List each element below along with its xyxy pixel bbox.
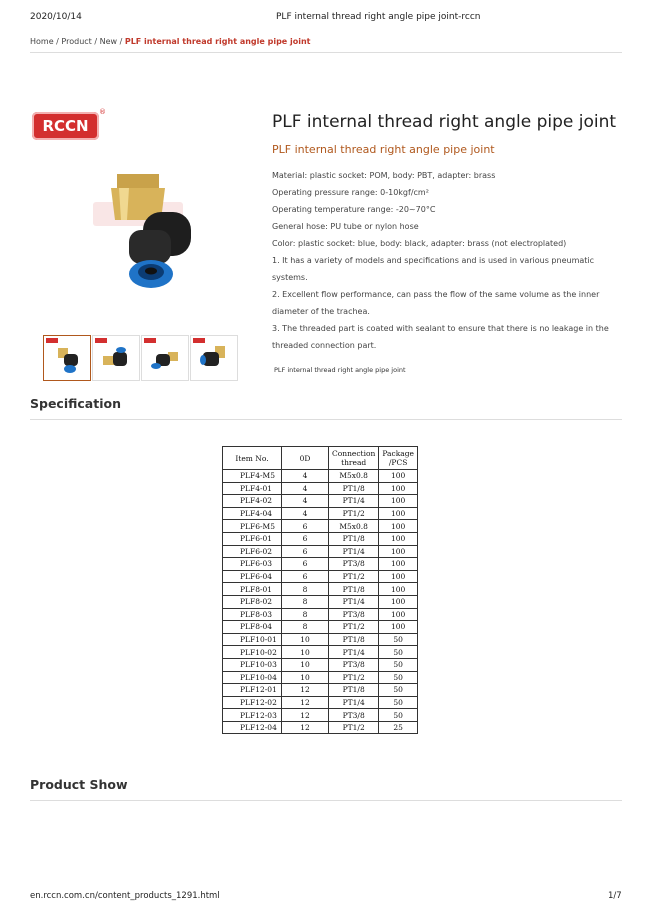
table-cell: PT1/2 — [329, 507, 379, 520]
table-cell: 100 — [379, 495, 418, 508]
table-row — [223, 532, 418, 545]
page-number: 1/7 — [608, 891, 622, 901]
table-row — [223, 709, 418, 722]
table-cell: PLF6-02 — [223, 545, 282, 558]
table-row — [223, 482, 418, 495]
breadcrumb-current: PLF internal thread right angle pipe joint — [124, 37, 311, 46]
table-cell: 6 — [282, 520, 329, 533]
table-row — [223, 520, 418, 533]
thumbnail-4[interactable] — [190, 335, 238, 381]
table-cell: 100 — [379, 482, 418, 495]
product-image — [85, 168, 205, 298]
print-date: 2020/10/14 — [30, 12, 82, 22]
breadcrumb-home[interactable]: Home — [30, 37, 54, 46]
table-cell: M5x0.8 — [329, 470, 379, 483]
thumbnail-1[interactable] — [43, 335, 91, 381]
table-cell: PT1/2 — [329, 721, 379, 734]
table-row — [223, 470, 418, 483]
thumb-logo — [95, 338, 107, 343]
table-row — [223, 658, 418, 671]
desc-line: Material: plastic socket: POM, body: PBT, adapter: brass — [272, 171, 496, 180]
table-cell: 100 — [379, 621, 418, 634]
table-cell: 25 — [379, 721, 418, 734]
table-cell: PLF6-M5 — [223, 520, 282, 533]
thumb-logo — [193, 338, 205, 343]
table-cell: PT1/4 — [329, 495, 379, 508]
section-title-specification: Specification — [30, 396, 121, 411]
breadcrumb-sep: / — [119, 37, 123, 46]
table-cell: PT1/8 — [329, 583, 379, 596]
table-cell: 6 — [282, 570, 329, 583]
col-header: Package /PCS — [379, 447, 418, 470]
table-cell: 4 — [282, 482, 329, 495]
table-row — [223, 583, 418, 596]
table-cell: 50 — [379, 684, 418, 697]
breadcrumb-new[interactable]: New — [99, 37, 118, 46]
table-cell: PLF10-01 — [223, 633, 282, 646]
table-cell: M5x0.8 — [329, 520, 379, 533]
table-cell: PLF6-01 — [223, 532, 282, 545]
breadcrumb-sep: / — [56, 37, 59, 46]
table-cell: 100 — [379, 545, 418, 558]
table-cell: PLF4-M5 — [223, 470, 282, 483]
col-header: 0D — [282, 447, 329, 470]
table-cell: 100 — [379, 608, 418, 621]
table-cell: PLF8-02 — [223, 595, 282, 608]
table-cell: PT1/8 — [329, 684, 379, 697]
thumbnail-2[interactable] — [92, 335, 140, 381]
col-header: Connection thread — [329, 447, 379, 470]
table-cell: 8 — [282, 583, 329, 596]
table-cell: PLF10-02 — [223, 646, 282, 659]
table-cell: PT1/8 — [329, 633, 379, 646]
table-cell: 100 — [379, 470, 418, 483]
table-cell: 50 — [379, 671, 418, 684]
table-row — [223, 558, 418, 571]
footer-url: en.rccn.com.cn/content_products_1291.html — [30, 891, 220, 901]
table-cell: PT1/2 — [329, 570, 379, 583]
table-cell: PLF4-04 — [223, 507, 282, 520]
table-cell: PT3/8 — [329, 709, 379, 722]
table-cell: PLF6-03 — [223, 558, 282, 571]
breadcrumb-sep: / — [94, 37, 98, 46]
table-cell: 50 — [379, 646, 418, 659]
desc-line: General hose: PU tube or nylon hose — [272, 222, 419, 231]
table-row — [223, 595, 418, 608]
thumb-logo — [46, 338, 58, 343]
thumbnail-3[interactable] — [141, 335, 189, 381]
thumb-logo — [144, 338, 156, 343]
table-cell: PT3/8 — [329, 608, 379, 621]
table-cell: 8 — [282, 608, 329, 621]
table-cell: PLF4-01 — [223, 482, 282, 495]
product-title: PLF internal thread right angle pipe joint — [272, 112, 617, 132]
desc-line: Color: plastic socket: blue, body: black, adapter: brass (not electroplated) — [272, 239, 567, 248]
table-cell: 100 — [379, 583, 418, 596]
breadcrumb-product[interactable]: Product — [61, 37, 92, 46]
table-row — [223, 671, 418, 684]
table-cell: 50 — [379, 633, 418, 646]
table-cell: 100 — [379, 595, 418, 608]
table-cell: 12 — [282, 721, 329, 734]
table-row — [223, 633, 418, 646]
table-cell: PT1/8 — [329, 482, 379, 495]
table-cell: 8 — [282, 621, 329, 634]
table-cell: 10 — [282, 671, 329, 684]
table-cell: PLF8-04 — [223, 621, 282, 634]
table-cell: PT3/8 — [329, 558, 379, 571]
desc-line: Operating temperature range: -20~70°C — [272, 205, 436, 214]
table-cell: PLF6-04 — [223, 570, 282, 583]
table-row — [223, 507, 418, 520]
table-cell: PLF10-04 — [223, 671, 282, 684]
table-cell: 4 — [282, 495, 329, 508]
table-cell: PT1/8 — [329, 532, 379, 545]
table-cell: PT1/2 — [329, 621, 379, 634]
table-cell: PT1/4 — [329, 696, 379, 709]
divider — [30, 52, 622, 53]
table-cell: 100 — [379, 507, 418, 520]
col-header: Item No. — [223, 447, 282, 470]
table-cell: PLF4-02 — [223, 495, 282, 508]
table-cell: 12 — [282, 696, 329, 709]
table-cell: 12 — [282, 709, 329, 722]
section-title-product-show: Product Show — [30, 777, 128, 792]
table-cell: PLF12-04 — [223, 721, 282, 734]
product-subtitle: PLF internal thread right angle pipe joint — [272, 143, 495, 156]
table-cell: PT1/4 — [329, 595, 379, 608]
table-cell: PT1/4 — [329, 646, 379, 659]
table-cell: 10 — [282, 658, 329, 671]
table-row — [223, 545, 418, 558]
desc-line: 2. Excellent flow performance, can pass the flow of the same volume as the inner diameter of the trachea. — [272, 290, 600, 316]
table-cell: 50 — [379, 709, 418, 722]
product-description — [272, 167, 622, 354]
table-cell: 6 — [282, 545, 329, 558]
table-cell: PLF8-01 — [223, 583, 282, 596]
table-cell: 4 — [282, 470, 329, 483]
table-row — [223, 608, 418, 621]
table-cell: 6 — [282, 558, 329, 571]
table-cell: 12 — [282, 684, 329, 697]
breadcrumb — [30, 37, 311, 46]
table-cell: 100 — [379, 532, 418, 545]
print-title: PLF internal thread right angle pipe joint-rccn — [276, 12, 481, 22]
table-row — [223, 570, 418, 583]
divider — [30, 800, 622, 801]
table-cell: PLF12-01 — [223, 684, 282, 697]
table-cell: PLF8-03 — [223, 608, 282, 621]
table-row — [223, 684, 418, 697]
table-cell: 10 — [282, 633, 329, 646]
brand-logo: RCCN — [32, 112, 99, 140]
table-header-row — [223, 447, 418, 470]
table-cell: 4 — [282, 507, 329, 520]
table-cell: 50 — [379, 696, 418, 709]
image-caption: PLF internal thread right angle pipe joint — [274, 366, 406, 374]
table-cell: PLF12-03 — [223, 709, 282, 722]
table-row — [223, 696, 418, 709]
table-cell: PT1/4 — [329, 545, 379, 558]
table-cell: 8 — [282, 595, 329, 608]
desc-line: Operating pressure range: 0-10kgf/cm² — [272, 188, 429, 197]
spec-table — [222, 446, 418, 734]
desc-line: 3. The threaded part is coated with sealant to ensure that there is no leakage in the threaded connection part. — [272, 324, 609, 350]
table-row — [223, 621, 418, 634]
table-cell: 100 — [379, 558, 418, 571]
registered-mark: ® — [99, 108, 106, 116]
table-cell: 100 — [379, 520, 418, 533]
table-cell: 50 — [379, 658, 418, 671]
table-row — [223, 495, 418, 508]
table-cell: PT1/2 — [329, 671, 379, 684]
table-row — [223, 646, 418, 659]
desc-line: 1. It has a variety of models and specifications and is used in various pneumatic systems. — [272, 256, 595, 282]
table-cell: PLF10-03 — [223, 658, 282, 671]
table-cell: 100 — [379, 570, 418, 583]
table-cell: PLF12-02 — [223, 696, 282, 709]
table-cell: 10 — [282, 646, 329, 659]
table-row — [223, 721, 418, 734]
table-cell: PT3/8 — [329, 658, 379, 671]
table-cell: 6 — [282, 532, 329, 545]
divider — [30, 419, 622, 420]
